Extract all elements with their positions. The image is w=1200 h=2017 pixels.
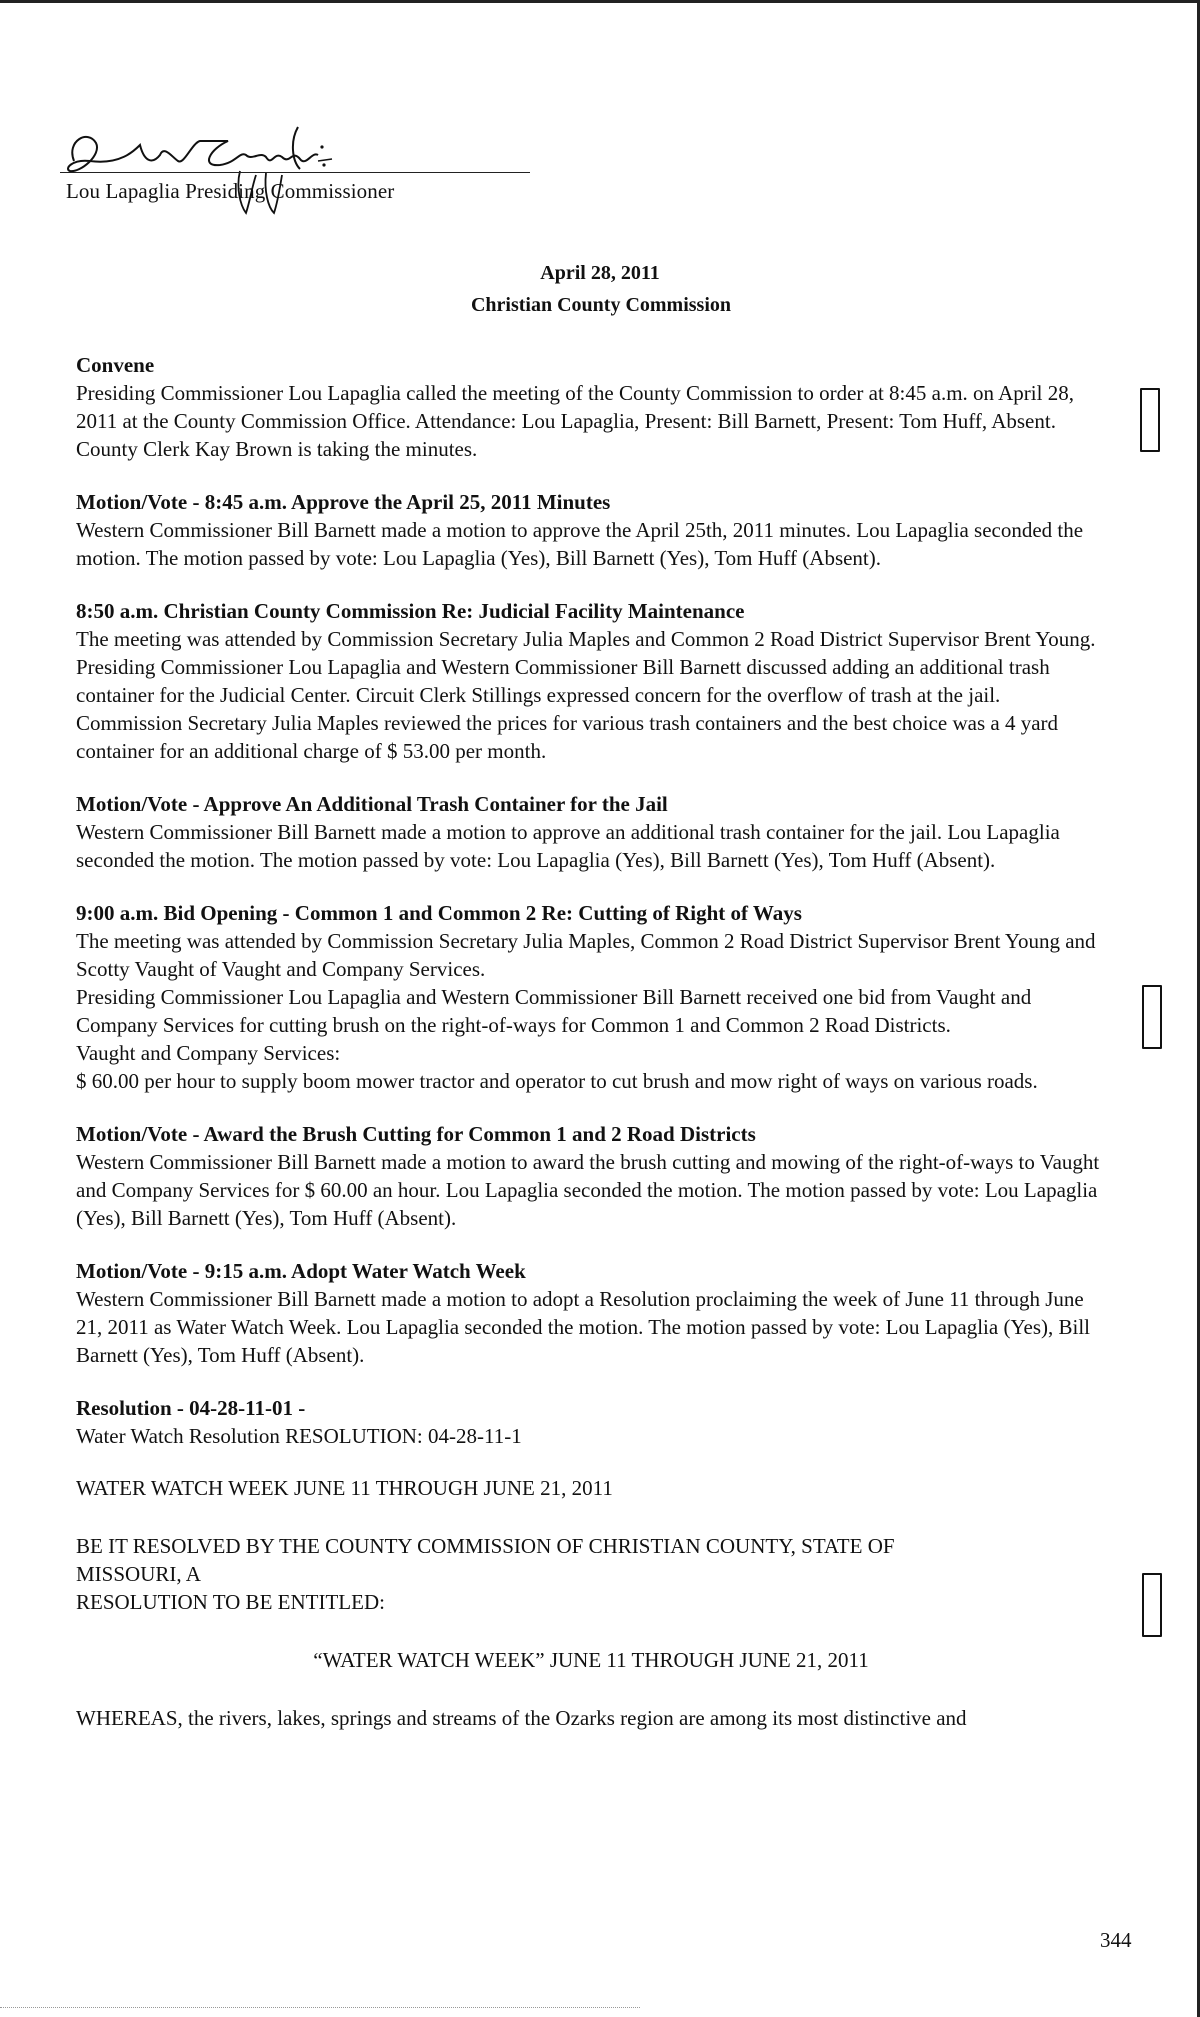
section-trash-container [76, 790, 1106, 874]
section-body: Vaught and Company Services: [76, 1041, 341, 1065]
meeting-title: Christian County Commission [470, 294, 732, 316]
section-body: The meeting was attended by Commission Secretary Julia Maples and Common 2 Road District Supervisor Brent Young. [76, 627, 1096, 651]
section-body: Western Commissioner Bill Barnett made a motion to approve the April 25th, 2011 minutes. Lou Lapaglia seconded the motion. The motion passed by vote: Lou Lapaglia (Yes), Bill Barnett (Yes), Tom Huff (Absent). [76, 518, 1084, 570]
signature-line [60, 172, 530, 173]
section-heading: 9:00 a.m. Bid Opening - Common 1 and Common 2 Re: Cutting of Right of Ways [76, 901, 802, 925]
section-bid-opening [76, 899, 1106, 1095]
scan-edge-artifact [0, 2007, 640, 2014]
margin-bracket-mark [1140, 388, 1160, 452]
section-resolution [76, 1394, 1106, 1450]
section-brush-cutting [76, 1120, 1106, 1232]
section-heading: Motion/Vote - 9:15 a.m. Adopt Water Watch Week [76, 1259, 526, 1283]
document-header [0, 257, 1200, 321]
section-convene [76, 351, 1106, 463]
resolved-line: BE IT RESOLVED BY THE COUNTY COMMISSION OF CHRISTIAN COUNTY, STATE OF [76, 1534, 895, 1558]
signature-block [60, 121, 540, 217]
section-body: Presiding Commissioner Lou Lapaglia called the meeting of the County Commission to order at 8:45 a.m. on April 28, 2011 at the County Commission Office. Attendance: Lou Lapaglia, Present: Bill Barnett, Present: Tom Huff, Absent. County Clerk Kay Brown is taking the minutes. [76, 381, 1074, 461]
section-heading: Motion/Vote - 8:45 a.m. Approve the April 25, 2011 Minutes [76, 490, 611, 514]
resolution-week-line: WATER WATCH WEEK JUNE 11 THROUGH JUNE 21, 2011 [76, 1476, 613, 1500]
resolved-paragraph [76, 1532, 1106, 1616]
resolution-entitled: “WATER WATCH WEEK” JUNE 11 THROUGH JUNE 21, 2011 [313, 1648, 869, 1672]
section-water-watch [76, 1257, 1106, 1369]
section-body: $ 60.00 per hour to supply boom mower tractor and operator to cut brush and mow right of ways on various roads. [76, 1069, 1038, 1093]
section-heading: Motion/Vote - Approve An Additional Trash Container for the Jail [76, 792, 668, 816]
section-body: Western Commissioner Bill Barnett made a motion to adopt a Resolution proclaiming the week of June 11 through June 21, 2011 as Water Watch Week. Lou Lapaglia seconded the motion. The motion passed by vote: Lou Lapaglia (Yes), Bill Barnett (Yes), Tom Huff (Absent). [76, 1287, 1090, 1367]
section-heading: 8:50 a.m. Christian County Commission Re: Judicial Facility Maintenance [76, 599, 745, 623]
meeting-date: April 28, 2011 [540, 262, 660, 284]
section-body: The meeting was attended by Commission Secretary Julia Maples, Common 2 Road District Supervisor Brent Young and Scotty Vaught of Vaught and Company Services. [76, 929, 1096, 981]
margin-bracket-mark [1142, 985, 1162, 1049]
signature-caption: Lou Lapaglia Presiding Commissioner [66, 179, 395, 203]
page-number: 344 [1100, 1928, 1132, 1952]
margin-bracket-mark [1142, 1573, 1162, 1637]
section-body: Western Commissioner Bill Barnett made a motion to approve an additional trash container for the jail. Lou Lapaglia seconded the motion. The motion passed by vote: Lou Lapaglia (Yes), Bill Barnett (Yes), Tom Huff (Absent). [76, 820, 1060, 872]
section-approve-minutes [76, 488, 1106, 572]
minutes-content [76, 351, 1106, 1732]
section-body: Western Commissioner Bill Barnett made a motion to award the brush cutting and mowing of the right-of-ways to Vaught and Company Services for $ 60.00 an hour. Lou Lapaglia seconded the motion. The motion passed by vote: Lou Lapaglia (Yes), Bill Barnett (Yes), Tom Huff (Absent). [76, 1150, 1100, 1230]
section-judicial-facility [76, 597, 1106, 765]
section-heading: Convene [76, 353, 155, 377]
resolved-line: RESOLUTION TO BE ENTITLED: [76, 1590, 385, 1614]
section-body: Water Watch Resolution RESOLUTION: 04-28-11-1 [76, 1424, 522, 1448]
section-body: Presiding Commissioner Lou Lapaglia and Western Commissioner Bill Barnett discussed adding an additional trash container for the Judicial Center. Circuit Clerk Stillings expressed concern for the overflow of trash at the jail. Commission Secretary Julia Maples reviewed the prices for various trash containers and the best choice was a 4 yard container for an additional charge of $ 53.00 per month. [76, 655, 1059, 763]
section-heading: Motion/Vote - Award the Brush Cutting for Common 1 and 2 Road Districts [76, 1122, 756, 1146]
section-body: Presiding Commissioner Lou Lapaglia and Western Commissioner Bill Barnett received one bid from Vaught and Company Services for cutting brush on the right-of-ways for Common 1 and Common 2 Road Districts. [76, 985, 1032, 1037]
section-heading: Resolution - 04-28-11-01 - [76, 1396, 306, 1420]
whereas-clause: WHEREAS, the rivers, lakes, springs and streams of the Ozarks region are among its most distinctive and [76, 1706, 967, 1730]
resolved-line: MISSOURI, A [76, 1562, 201, 1586]
